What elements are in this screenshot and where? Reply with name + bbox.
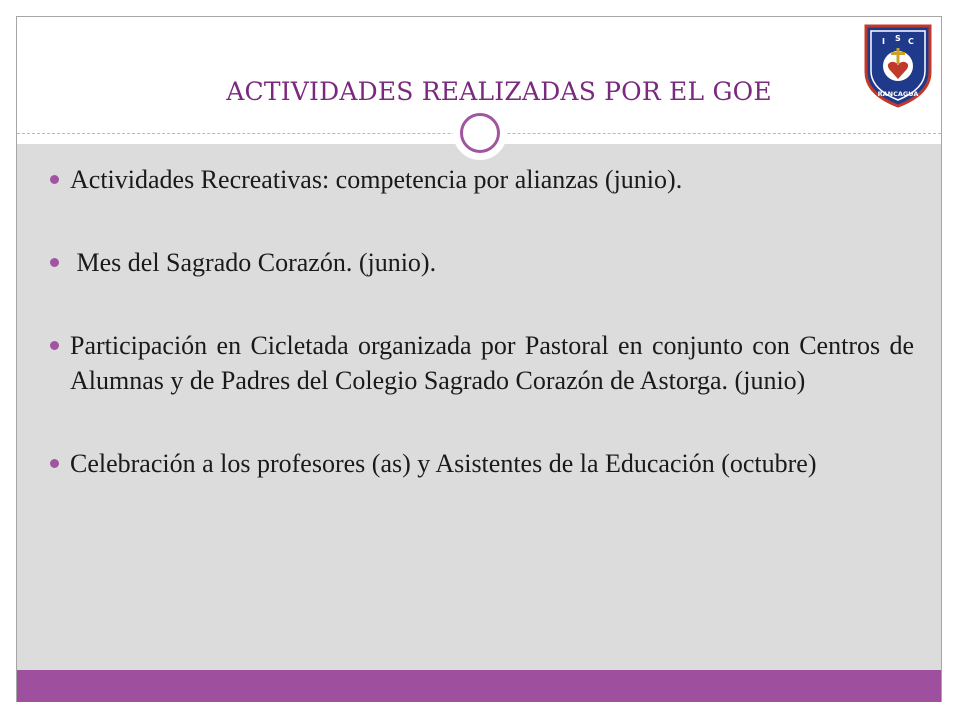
school-crest-icon [862, 22, 934, 108]
bullet-icon [50, 459, 59, 468]
bullet-text: Celebración a los profesores (as) y Asistentes de la Educación (octubre) [70, 449, 817, 478]
list-item [50, 245, 914, 280]
list-item [50, 328, 914, 398]
bullet-icon [50, 258, 59, 267]
svg-text:I: I [882, 37, 885, 46]
bullet-icon [50, 341, 59, 350]
bottom-bar [17, 670, 941, 702]
divider-ring-ornament [453, 106, 507, 160]
bullet-icon [50, 175, 59, 184]
svg-text:S: S [895, 34, 901, 43]
list-item [50, 162, 914, 197]
slide-title: ACTIVIDADES REALIZADAS POR EL GOE [226, 77, 772, 106]
svg-text:C: C [908, 37, 914, 46]
bullet-list [50, 162, 914, 529]
bullet-text: Participación en Cicletada organizada por Pastoral en conjunto con Centros de Alumnas y de Padres del Colegio Sagrado Corazón de Astorga. (junio) [70, 331, 914, 395]
bullet-text: Mes del Sagrado Corazón. (junio). [70, 248, 437, 277]
svg-text:RANCAGUA: RANCAGUA [877, 90, 919, 98]
ring-inner [460, 113, 500, 153]
bullet-text: Actividades Recreativas: competencia por alianzas (junio). [70, 165, 683, 194]
list-item [50, 446, 914, 481]
